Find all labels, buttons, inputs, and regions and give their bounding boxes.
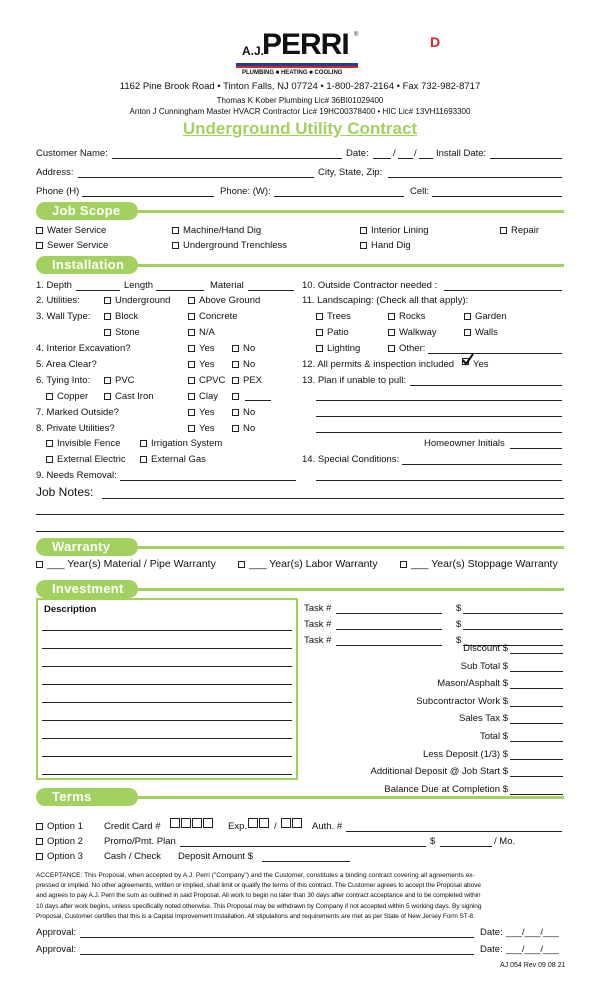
auth-label: Auth. # <box>312 821 343 832</box>
opt-clay[interactable] <box>188 391 218 402</box>
scope-interior-lining[interactable] <box>360 225 429 236</box>
checkbox[interactable] <box>36 823 43 830</box>
address-label: Address: <box>36 167 74 178</box>
job-scope-header <box>36 202 564 220</box>
marked-outside-label: 7. Marked Outside? <box>36 407 119 418</box>
option-label: Walkway <box>399 327 437 338</box>
option-label: Invisible Fence <box>57 438 121 449</box>
license-line-1: Thomas K Kober Plumbing Lic# 36BI01029400 <box>216 96 384 105</box>
card-box[interactable] <box>170 818 180 828</box>
monthly-field[interactable] <box>440 846 492 847</box>
approval-field-2[interactable] <box>80 954 474 955</box>
per-month-label: / Mo. <box>494 836 516 847</box>
opt-pex[interactable] <box>232 375 262 386</box>
total-label: Subcontractor Work $ <box>416 695 508 707</box>
task-label: Task # <box>304 619 332 630</box>
total-field[interactable] <box>510 653 563 654</box>
section-rule <box>126 264 564 267</box>
license-line-2: Anton J Cunningham Master HVACR Contractor Lic# 19HC00378400 • HIC Lic# 13VH11693300 <box>129 107 471 116</box>
option-3[interactable] <box>36 851 83 862</box>
description-line[interactable] <box>42 702 292 703</box>
private-utilities-label: 8. Private Utilities? <box>36 423 115 434</box>
install-date-label: Install Date: <box>436 148 487 159</box>
checkbox[interactable] <box>172 242 179 249</box>
plan-label: 13. Plan if unable to pull: <box>302 375 407 386</box>
warranty-label: ___ Year(s) Stoppage Warranty <box>411 558 558 570</box>
job-notes-line-3[interactable] <box>36 531 564 532</box>
date-label: Date: <box>346 148 369 159</box>
approval-date-field-1[interactable]: ___/___/___ <box>506 927 559 938</box>
section-rule <box>126 210 564 213</box>
checkbox[interactable] <box>232 345 239 352</box>
cell-label: Cell: <box>410 186 430 197</box>
job-notes-line-1[interactable] <box>102 498 564 499</box>
interior-excavation-label: 4. Interior Excavation? <box>36 343 131 354</box>
section-rule <box>126 588 564 591</box>
total-label: Sales Tax $ <box>459 713 508 725</box>
city-field[interactable] <box>388 177 562 178</box>
date-month-field[interactable] <box>373 158 391 159</box>
description-line[interactable] <box>42 738 292 739</box>
scope-sewer-service[interactable] <box>36 240 108 251</box>
checkbox[interactable] <box>188 377 195 384</box>
opt-block[interactable] <box>104 311 138 322</box>
length-field[interactable] <box>156 290 204 291</box>
description-line[interactable] <box>42 648 292 649</box>
approval-label-2: Approval: <box>36 944 77 955</box>
scope-label: Machine/Hand Dig <box>183 225 262 236</box>
logo-bar-red <box>236 66 358 68</box>
task-dollar: $ <box>456 603 462 614</box>
opt-underground[interactable] <box>104 295 170 306</box>
area-no[interactable] <box>232 359 255 370</box>
description-line[interactable] <box>42 720 292 721</box>
exp-year-boxes[interactable] <box>281 818 303 830</box>
scope-label: Interior Lining <box>371 225 429 236</box>
interior-yes[interactable] <box>188 343 215 354</box>
checkbox[interactable] <box>36 561 43 568</box>
job-scope-title: Job Scope <box>36 202 138 220</box>
opt-rocks[interactable] <box>388 311 425 322</box>
description-line[interactable] <box>42 774 292 775</box>
install-date-field[interactable] <box>490 158 562 159</box>
total-field[interactable] <box>510 741 563 742</box>
phone-home-label: Phone (H) <box>36 186 80 197</box>
option-label: Trees <box>327 311 351 322</box>
card-box[interactable] <box>203 818 213 828</box>
total-label: Total $ <box>480 731 508 742</box>
credit-card-label: Credit Card # <box>104 821 161 832</box>
checkbox[interactable] <box>238 561 245 568</box>
option-label: No <box>243 343 256 354</box>
exp-label: Exp. <box>228 821 248 832</box>
description-line[interactable] <box>42 684 292 685</box>
company-address: 1162 Pine Brook Road • Tinton Falls, NJ 07724 • 1-800-287-2164 • Fax 732-982-8717 <box>119 81 481 92</box>
checkbox[interactable] <box>388 345 395 352</box>
total-field[interactable] <box>510 706 563 707</box>
description-line[interactable] <box>42 630 292 631</box>
private-no[interactable] <box>232 423 255 434</box>
needs-removal-label: 9. Needs Removal: <box>36 470 117 481</box>
page-title: Underground Utility Contract <box>182 119 418 138</box>
plan-field-4[interactable] <box>316 432 562 433</box>
checkbox[interactable] <box>104 313 111 320</box>
option-label: PEX <box>243 375 263 386</box>
customer-name-field[interactable] <box>112 158 342 159</box>
date-slash-1: / <box>393 148 396 159</box>
private-yes[interactable] <box>188 423 215 434</box>
city-label: City, State, Zip: <box>318 167 383 178</box>
total-label: Additional Deposit @ Job Start $ <box>370 766 508 778</box>
checkbox[interactable] <box>188 361 195 368</box>
warranty-header <box>36 538 564 556</box>
checkbox[interactable] <box>36 242 43 249</box>
permits-label: 12. All permits & inspection included <box>302 359 455 370</box>
scope-label: Water Service <box>47 225 107 236</box>
checkbox[interactable] <box>188 409 195 416</box>
checkbox[interactable] <box>232 393 239 400</box>
checkbox[interactable] <box>388 313 395 320</box>
option-label: Other: <box>399 343 426 354</box>
option-label: Above Ground <box>199 295 261 306</box>
task-field[interactable] <box>336 645 442 646</box>
installation-header <box>36 256 564 274</box>
option-label: Garden <box>475 311 507 322</box>
option-1[interactable] <box>36 821 83 832</box>
approval-date-label-1: Date: <box>480 927 503 938</box>
opt-invisible-fence[interactable] <box>46 438 120 449</box>
material-label: Material <box>210 280 244 291</box>
phone-work-label: Phone: (W): <box>220 186 271 197</box>
logo-name: PERRI <box>262 28 349 61</box>
exp-box[interactable] <box>292 818 302 828</box>
total-label: Sub Total $ <box>460 660 508 672</box>
tying-into-label: 6. Tying Into: <box>36 375 91 386</box>
area-clear-label: 5. Area Clear? <box>36 359 97 370</box>
option-label: Block <box>115 311 139 322</box>
task-amount-field[interactable] <box>463 629 563 630</box>
task-amount-field[interactable] <box>463 613 563 614</box>
terms-header <box>36 788 564 806</box>
task-dollar: $ <box>456 619 462 630</box>
option-label: Patio <box>327 327 349 338</box>
logo-registered: ® <box>354 32 359 38</box>
total-field[interactable] <box>510 688 563 689</box>
scope-machine-hand-dig[interactable] <box>172 225 261 236</box>
opt-pvc[interactable] <box>104 375 135 386</box>
job-notes-line-2[interactable] <box>36 514 564 515</box>
cell-field[interactable] <box>432 196 562 197</box>
other-landscape-field[interactable] <box>428 353 562 354</box>
opt-garden[interactable] <box>464 311 507 322</box>
exp-box[interactable] <box>259 818 269 828</box>
customer-name-label: Customer Name: <box>36 148 108 159</box>
checkbox[interactable] <box>188 345 195 352</box>
total-field[interactable] <box>510 723 563 724</box>
phone-home-field[interactable] <box>82 196 214 197</box>
opt-stone[interactable] <box>104 327 140 338</box>
task-label: Task # <box>304 603 332 614</box>
task-field[interactable] <box>336 629 442 630</box>
warranty-label: ___ Year(s) Labor Warranty <box>249 558 378 570</box>
scope-hand-dig[interactable] <box>360 240 411 251</box>
checkbox[interactable] <box>400 561 407 568</box>
approval-label-1: Approval: <box>36 927 77 938</box>
acceptance-line: ACCEPTANCE: This Proposal, when accepted by A.J. Perri ("Company") and the Customer, constitutes a binding contract covering all agreements ex- <box>36 872 475 879</box>
checkbox[interactable] <box>104 329 111 336</box>
checkbox[interactable] <box>172 227 179 234</box>
opt-external-electric[interactable] <box>46 454 126 465</box>
exp-month-boxes[interactable] <box>248 818 270 830</box>
plan-field-2[interactable] <box>316 400 562 401</box>
option-label: Option 2 <box>47 836 83 847</box>
address-field[interactable] <box>78 177 314 178</box>
checkbox[interactable] <box>500 227 507 234</box>
form-revision: AJ 054 Rev 09 08 21 <box>500 962 566 969</box>
phone-work-field[interactable] <box>274 196 404 197</box>
checkbox[interactable] <box>464 329 471 336</box>
approval-date-label-2: Date: <box>480 944 503 955</box>
checkbox[interactable] <box>188 393 195 400</box>
description-line[interactable] <box>42 756 292 757</box>
promo-field[interactable] <box>180 846 426 847</box>
option-label: Option 1 <box>47 821 83 832</box>
promo-label: Promo/Pmt. Plan <box>104 836 176 847</box>
homeowner-initials-label: Homeowner Initials <box>424 438 505 449</box>
landscaping-label: 11. Landscaping: (Check all that apply): <box>302 295 469 306</box>
description-line[interactable] <box>42 666 292 667</box>
checkbox[interactable] <box>36 838 43 845</box>
plan-field-1[interactable] <box>410 385 562 386</box>
option-label: Cast Iron <box>115 391 154 402</box>
option-label: Irrigation System <box>151 438 223 449</box>
card-box[interactable] <box>181 818 191 828</box>
option-label: External Gas <box>151 454 206 465</box>
checkbox[interactable] <box>388 329 395 336</box>
opt-irrigation[interactable] <box>140 438 222 449</box>
checkbox[interactable] <box>462 358 469 365</box>
opt-external-gas[interactable] <box>140 454 206 465</box>
total-field[interactable] <box>510 759 563 760</box>
checkbox[interactable] <box>232 409 239 416</box>
credit-card-boxes[interactable] <box>170 818 214 830</box>
marked-no[interactable] <box>232 407 255 418</box>
checkbox[interactable] <box>360 227 367 234</box>
option-label: Rocks <box>399 311 426 322</box>
option-label: No <box>243 423 256 434</box>
opt-other-tying[interactable] <box>232 391 243 402</box>
option-label: Yes <box>199 343 215 354</box>
area-yes[interactable] <box>188 359 215 370</box>
date-slash-2: / <box>414 148 417 159</box>
depth-field[interactable] <box>76 290 120 291</box>
option-label: Copper <box>57 391 89 402</box>
utilities-label: 2. Utilities: <box>36 295 80 306</box>
marked-yes[interactable] <box>188 407 215 418</box>
warranty-title: Warranty <box>36 538 138 556</box>
approval-date-field-2[interactable]: ___/___/___ <box>506 944 559 955</box>
acceptance-text <box>36 871 566 922</box>
opt-other-landscape[interactable] <box>388 343 425 354</box>
option-label: No <box>243 359 256 370</box>
scope-repair[interactable] <box>500 225 539 236</box>
opt-lighting[interactable] <box>316 343 360 354</box>
checkbox[interactable] <box>464 313 471 320</box>
opt-cast-iron[interactable] <box>104 391 154 402</box>
total-label: Balance Due at Completion $ <box>384 783 508 795</box>
scope-underground-trenchless[interactable] <box>172 240 287 251</box>
total-label: Discount $ <box>463 643 508 654</box>
logo-prefix: A.J. <box>242 44 265 58</box>
deposit-amount-label: Deposit Amount $ <box>178 851 253 862</box>
option-label: Lighting <box>327 343 361 354</box>
checkbox[interactable] <box>360 242 367 249</box>
task-label: Task # <box>304 635 332 646</box>
opt-walkway[interactable] <box>388 327 437 338</box>
checkbox[interactable] <box>104 393 111 400</box>
scope-label: Sewer Service <box>47 240 109 251</box>
opt-concrete[interactable] <box>188 311 238 322</box>
option-label: Option 3 <box>47 851 83 862</box>
card-box[interactable] <box>192 818 202 828</box>
investment-title: Investment <box>36 580 138 598</box>
promo-dollar: $ <box>430 836 436 847</box>
outside-contractor-field[interactable] <box>444 290 562 291</box>
checkbox[interactable] <box>188 297 195 304</box>
option-label: PVC <box>115 375 135 386</box>
auth-field[interactable] <box>346 831 562 832</box>
warranty-material[interactable] <box>36 558 216 570</box>
scope-label: Repair <box>511 225 539 236</box>
opt-above-ground[interactable] <box>188 295 260 306</box>
checkbox[interactable] <box>188 425 195 432</box>
option-label: Yes <box>199 407 215 418</box>
checkbox[interactable] <box>46 393 53 400</box>
option-label: Stone <box>115 327 140 338</box>
terms-title: Terms <box>36 788 138 806</box>
total-label: Mason/Asphalt $ <box>437 678 508 690</box>
special-conditions-field-1[interactable] <box>402 464 562 465</box>
opt-patio[interactable] <box>316 327 349 338</box>
scope-label: Underground Trenchless <box>183 240 288 251</box>
section-rule <box>126 796 564 799</box>
material-field[interactable] <box>248 290 294 291</box>
investment-header <box>36 580 564 598</box>
exp-box[interactable] <box>248 818 258 828</box>
option-label: Concrete <box>199 311 238 322</box>
checkbox[interactable] <box>140 440 147 447</box>
checkbox[interactable] <box>316 313 323 320</box>
interior-no[interactable] <box>232 343 255 354</box>
checkbox[interactable] <box>46 456 53 463</box>
scope-label: Hand Dig <box>371 240 411 251</box>
deposit-amount-field[interactable] <box>262 861 350 862</box>
needs-removal-field[interactable] <box>120 480 296 481</box>
checkbox[interactable] <box>316 329 323 336</box>
description-label: Description <box>44 604 97 615</box>
section-rule <box>126 546 564 549</box>
total-label: Less Deposit (1/3) $ <box>422 748 508 760</box>
acceptance-line: Proposal, Customer certifies that this is a Capital Improvement Installation. All stipulations and requirements are met as per State of New Jersey Form ST-8. <box>36 912 475 920</box>
option-label: Yes <box>199 423 215 434</box>
option-label: N/A <box>199 327 215 338</box>
warranty-label: ___ Year(s) Material / Pipe Warranty <box>47 558 216 570</box>
opt-walls[interactable] <box>464 327 498 338</box>
exp-box[interactable] <box>281 818 291 828</box>
scope-water-service[interactable] <box>36 225 106 236</box>
acceptance-line: and agrees to pay A.J. Perri the sum as outlined in said Proposal. All work to begin no later than 30 days after contract acceptance and to be completed within <box>36 892 481 900</box>
task-dollar: $ <box>456 635 462 646</box>
acceptance-line: pressed or implied. No other agreements, written or implied, shall limit or qualify the terms of this contract. The Customer agrees to accept the Proposal above <box>36 882 481 890</box>
opt-trees[interactable] <box>316 311 351 322</box>
option-label: External Electric <box>57 454 126 465</box>
total-field[interactable] <box>510 671 563 672</box>
description-box[interactable] <box>36 598 298 780</box>
special-conditions-field-2[interactable] <box>316 480 562 481</box>
permits-yes[interactable] <box>462 356 489 370</box>
outside-contractor-label: 10. Outside Contractor needed : <box>302 280 438 291</box>
logo <box>234 22 364 82</box>
other-tying-field[interactable] <box>245 400 271 401</box>
option-label: CPVC <box>199 375 226 386</box>
logo-tagline: PLUMBING ■ HEATING ■ COOLING <box>242 70 343 76</box>
option-label: Yes <box>199 359 215 370</box>
checkbox[interactable] <box>232 361 239 368</box>
option-label: Walls <box>475 327 498 338</box>
option-label: Clay <box>199 391 219 402</box>
installation-title: Installation <box>36 256 138 274</box>
date-day-field[interactable] <box>398 158 413 159</box>
option-label: Underground <box>115 295 171 306</box>
opt-cpvc[interactable] <box>188 375 225 386</box>
special-conditions-label: 14. Special Conditions: <box>302 454 400 465</box>
approval-field-1[interactable] <box>80 937 474 938</box>
option-2[interactable] <box>36 836 83 847</box>
checkbox[interactable] <box>188 313 195 320</box>
wall-type-label: 3. Wall Type: <box>36 311 91 322</box>
checkbox[interactable] <box>36 227 43 234</box>
checkbox[interactable] <box>232 377 239 384</box>
checkbox[interactable] <box>316 345 323 352</box>
cash-check-label: Cash / Check <box>104 851 162 862</box>
option-label: Yes <box>473 359 489 370</box>
checkbox[interactable] <box>232 425 239 432</box>
option-label: No <box>243 407 256 418</box>
exp-slash: / <box>274 821 277 832</box>
total-field[interactable] <box>510 776 563 777</box>
job-notes-label: Job Notes: <box>36 485 94 499</box>
depth-label: 1. Depth <box>36 280 72 291</box>
warranty-labor[interactable] <box>238 558 378 570</box>
opt-na[interactable] <box>188 327 215 338</box>
homeowner-initials-field[interactable] <box>510 448 562 449</box>
checkbox[interactable] <box>104 297 111 304</box>
plan-field-3[interactable] <box>316 416 562 417</box>
opt-copper[interactable] <box>46 391 88 402</box>
red-mark: D <box>430 34 441 50</box>
length-label: Length <box>124 280 154 291</box>
warranty-stoppage[interactable] <box>400 558 558 570</box>
checkbox[interactable] <box>140 456 147 463</box>
checkbox[interactable] <box>46 440 53 447</box>
date-year-field[interactable] <box>419 158 433 159</box>
task-field[interactable] <box>336 613 442 614</box>
acceptance-line: 10 days after work begins, unless specifically noted otherwise. This Proposal may be withdrawn by Company if not accepted within 5 working days. By signing <box>36 902 482 910</box>
checkbox[interactable] <box>104 377 111 384</box>
checkbox[interactable] <box>36 853 43 860</box>
checkbox[interactable] <box>188 329 195 336</box>
